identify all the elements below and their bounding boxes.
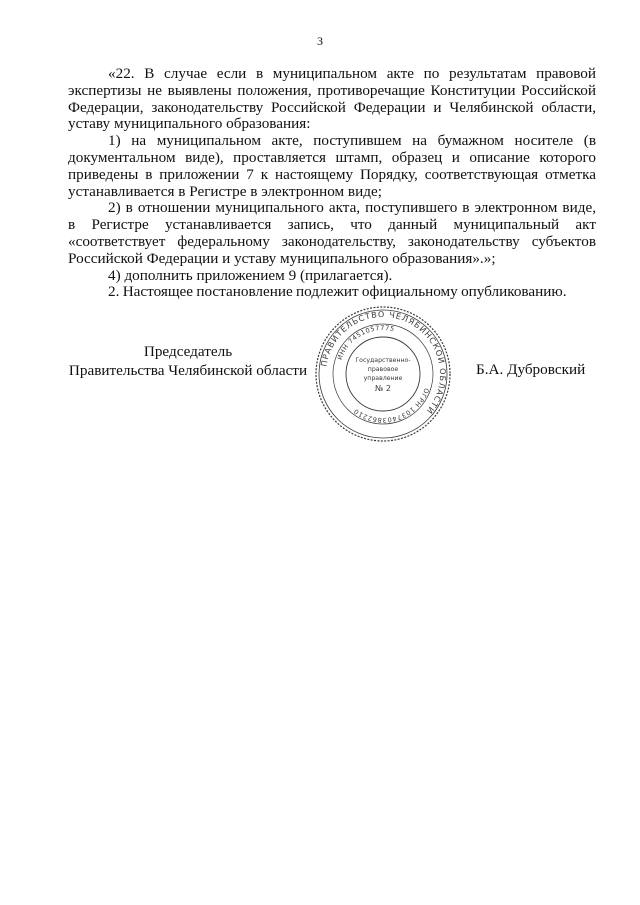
signature-block [68, 309, 608, 460]
signatory-name: Б.А. Дубровский [476, 361, 586, 378]
seal-inner-line-2: правовое [367, 366, 399, 373]
seal-outer-text: ПРАВИТЕЛЬСТВО ЧЕЛЯБИНСКОЙ ОБЛАСТИ [319, 309, 448, 416]
document-body [68, 66, 596, 301]
seal-code-text: ОГРН 1037403862210 [352, 386, 431, 425]
paragraph-subitem-1: 1) на муниципальном акте, поступившем на бумажном носителе (в документальном виде), проставляется штамп, образец и описание которого приведены в приложении 7 к настоящему Порядку, соответствующая отметка устанавливается в Регистре в электронном виде; [68, 132, 596, 200]
paragraph-publication: 2. Настоящее постановление подлежит официальному опубликованию. [108, 283, 567, 301]
paragraph-subitem-2: 2) в отношении муниципального акта, поступившего в электронном виде, в Регистре устанавливается запись, что данный муниципальный акт «соответствует федеральному законодательству, законодательству субъектов Российской Федерации и уставу муниципального образования».»; [68, 199, 596, 267]
official-seal-stamp [313, 304, 453, 444]
signatory-title: Председатель [143, 343, 233, 360]
seal-inner-number: № 2 [375, 384, 391, 393]
seal-inner-line-3: управление [363, 375, 403, 382]
seal-bottom-text: ИНН 7451057775 [335, 323, 396, 362]
seal-inner-line-1: Государственно- [355, 357, 411, 364]
signatory-position [68, 342, 308, 380]
page-number: 3 [317, 34, 323, 48]
paragraph-item-22: «22. В случае если в муниципальном акте по результатам правовой экспертизы не выявлены положения, противоречащие Конституции Российской Федерации, законодательству Российской Федерации и Челябинской области, уставу муниципального образования: [68, 65, 596, 133]
paragraph-subitem-4: 4) дополнить приложением 9 (прилагается). [108, 266, 393, 284]
signatory-organization: Правительства Челябинской области [68, 362, 308, 379]
